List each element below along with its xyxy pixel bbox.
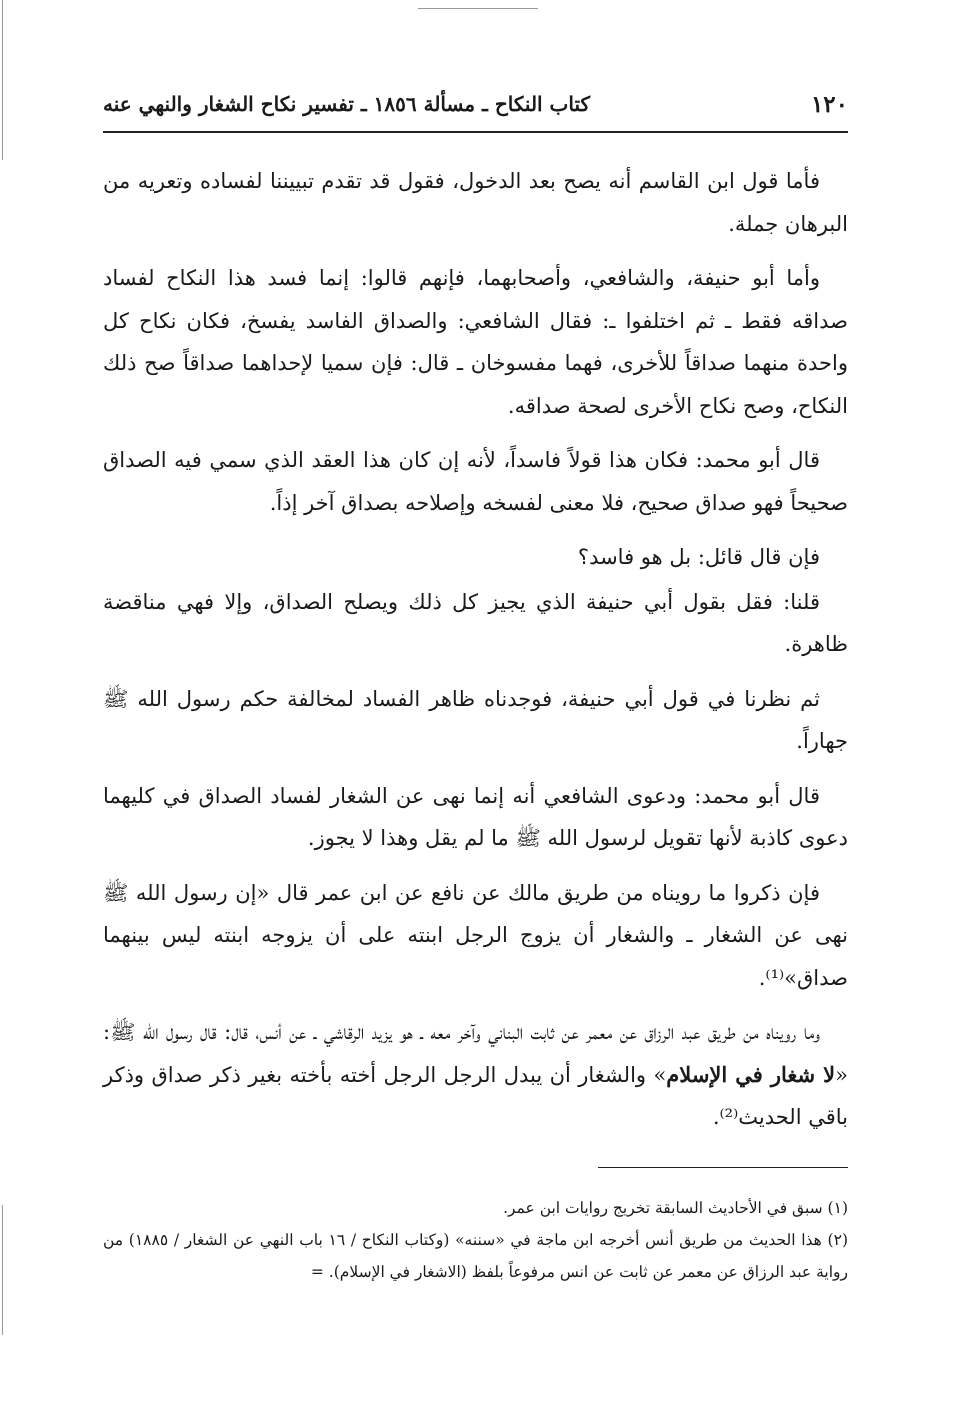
paragraph: فإن قال قائل: بل هو فاسد؟: [577, 545, 820, 569]
page-header: [103, 84, 848, 124]
scan-edge-line: [2, 0, 3, 160]
paragraph: قلنا: فقل بقول أبي حنيفة الذي يجيز كل ذلك ويصلح الصداق، وإلا فهي مناقضة ظاهرة.: [103, 589, 848, 656]
page-number: ١٢٠: [810, 90, 848, 118]
hadith-quote: لا شغار في الإسلام: [666, 1061, 836, 1087]
main-text: [103, 160, 848, 1151]
paragraph: فإن ذكروا ما رويناه من طريق مالك عن نافع عن ابن عمر قال «إن رسول الله ﷺ نهى عن الشغار ـ والشغار أن يزوج الرجل ابنته على أن يزوجه ابنته ليس بينهما صداق»⁽¹⁾.: [103, 880, 848, 990]
text-span: » والشغار أن يبدل الرجل الرجل أخته بأخته بغير ذكر صداق وذكر باقي الحديث⁽²⁾.: [103, 1062, 848, 1129]
header-rule: [103, 131, 848, 133]
paragraph: قال أبو محمد: ودعوى الشافعي أنه إنما نهى عن الشغار لفساد الصداق في كليهما دعوى كاذبة لأنها تقويل لرسول الله ﷺ ما لم يقل وهذا لا يجوز.: [103, 783, 848, 850]
scan-artifact-line: [418, 8, 538, 9]
footnote: (١) سبق في الأحاديث السابقة تخريج روايات ابن عمر.: [503, 1199, 848, 1217]
paragraph: فأما قول ابن القاسم أنه يصح بعد الدخول، فقول قد تقدم تبييننا لفساده وتعريه من البرهان جملة.: [103, 169, 848, 236]
text-span: وما رويناه من طريق عبد الرزاق عن معمر عن ثابت البناني وآخر معه ـ هو يزيد الرقاشي ـ عن أنس، قال: قال رسول الله ﷺ: «: [103, 1020, 848, 1087]
footnote-rule: [598, 1167, 848, 1168]
footnote: (٢) هذا الحديث من طريق أنس أخرجه ابن ماجة في «سننه» (وكتاب النكاح / ١٦ باب النهي عن الشغار / ١٨٨٥) من رواية عبد الرزاق عن معمر عن ثابت عن انس مرفوعاً بلفظ (الاشغار في الإسلام). =: [103, 1231, 848, 1281]
footnotes: [103, 1192, 848, 1288]
paragraph: ثم نظرنا في قول أبي حنيفة، فوجدناه ظاهر الفساد لمخالفة حكم رسول الله ﷺ جهاراً.: [103, 686, 848, 753]
paragraph: وأما أبو حنيفة، والشافعي، وأصحابهما، فإنهم قالوا: إنما فسد هذا النكاح لفساد صداقه فقط ـ ثم اختلفوا ـ: فقال الشافعي: والصداق الفاسد يفسخ، فكان نكاح كل واحدة منهما صداقاً للأخرى، فهما مفسوخان ـ قال: فإن سميا لإحداهما صداقاً صح ذلك النكاح، وصح نكاح الأخرى لصحة صداقه.: [103, 266, 848, 418]
running-title: كتاب النكاح ـ مسألة ١٨٥٦ ـ تفسير نكاح الشغار والنهي عنه: [103, 92, 591, 116]
paragraph: قال أبو محمد: فكان هذا قولاً فاسداً، لأنه إن كان هذا العقد الذي سمي فيه الصداق صحيحاً فهو صداق صحيح، فلا معنى لفسخه وإصلاحه بصداق آخر إذاً.: [103, 448, 848, 515]
paragraph-hadith-anas: [103, 1011, 848, 1139]
scan-edge-line: [2, 1205, 3, 1335]
